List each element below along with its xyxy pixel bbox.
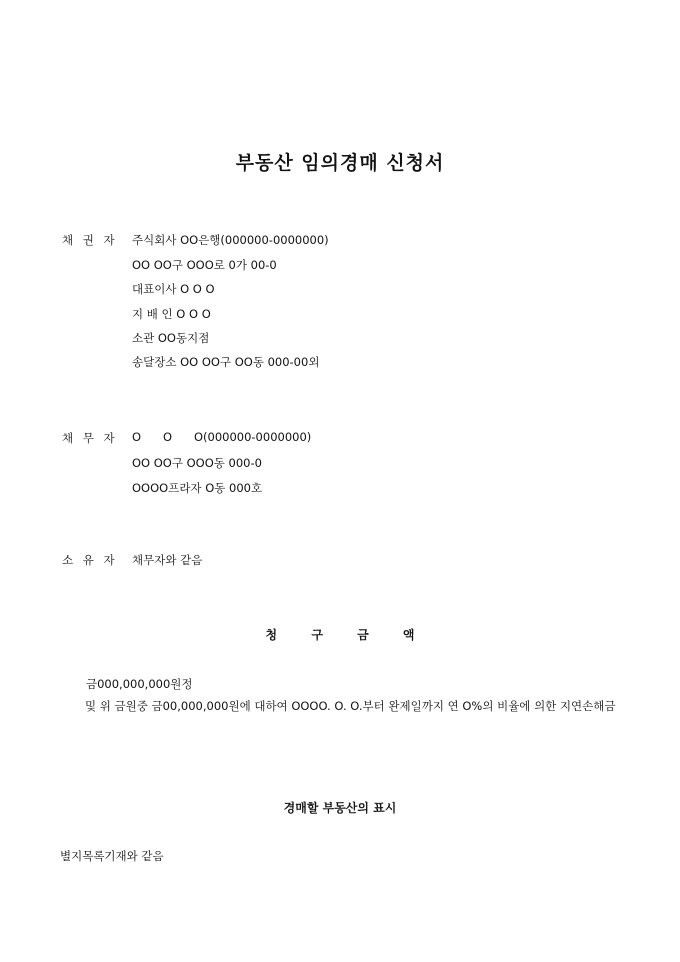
claim-heading: 청 구 금 액 [265,628,415,642]
debtor-line: OOOO프라자 O동 000호 [132,481,263,495]
property-value: 별지목록기재와 같음 [60,849,164,863]
creditor-line: 대표이사 O O O [132,282,215,296]
creditor-label: 채 권 자 [62,233,118,247]
creditor-line: 소관 OO동지점 [132,331,210,345]
owner-label: 소 유 자 [62,553,118,567]
document-title: 부동산 임의경매 신청서 [235,152,445,174]
claim-detail: 및 위 금원중 금00,000,000원에 대하여 OOOO. O. O.부터 완제일까지 연 O%의 비율에 의한 지연손해금 [85,699,616,713]
debtor-line: O O O(000000-0000000) [132,430,312,444]
creditor-line: 송달장소 OO OO구 OO동 000-00외 [132,355,320,369]
debtor-label: 채 무 자 [62,431,118,445]
creditor-line: 주식회사 OO은행(000000-0000000) [132,233,329,247]
owner-value: 채무자와 같음 [132,553,203,567]
debtor-line: OO OO구 OOO동 000-0 [132,456,262,470]
creditor-line: OO OO구 OOO로 0가 00-0 [132,258,277,272]
property-heading: 경매할 부동산의 표시 [283,801,397,815]
creditor-line: 지 배 인 O O O [132,307,211,321]
claim-amount: 금000,000,000원정 [86,677,193,691]
